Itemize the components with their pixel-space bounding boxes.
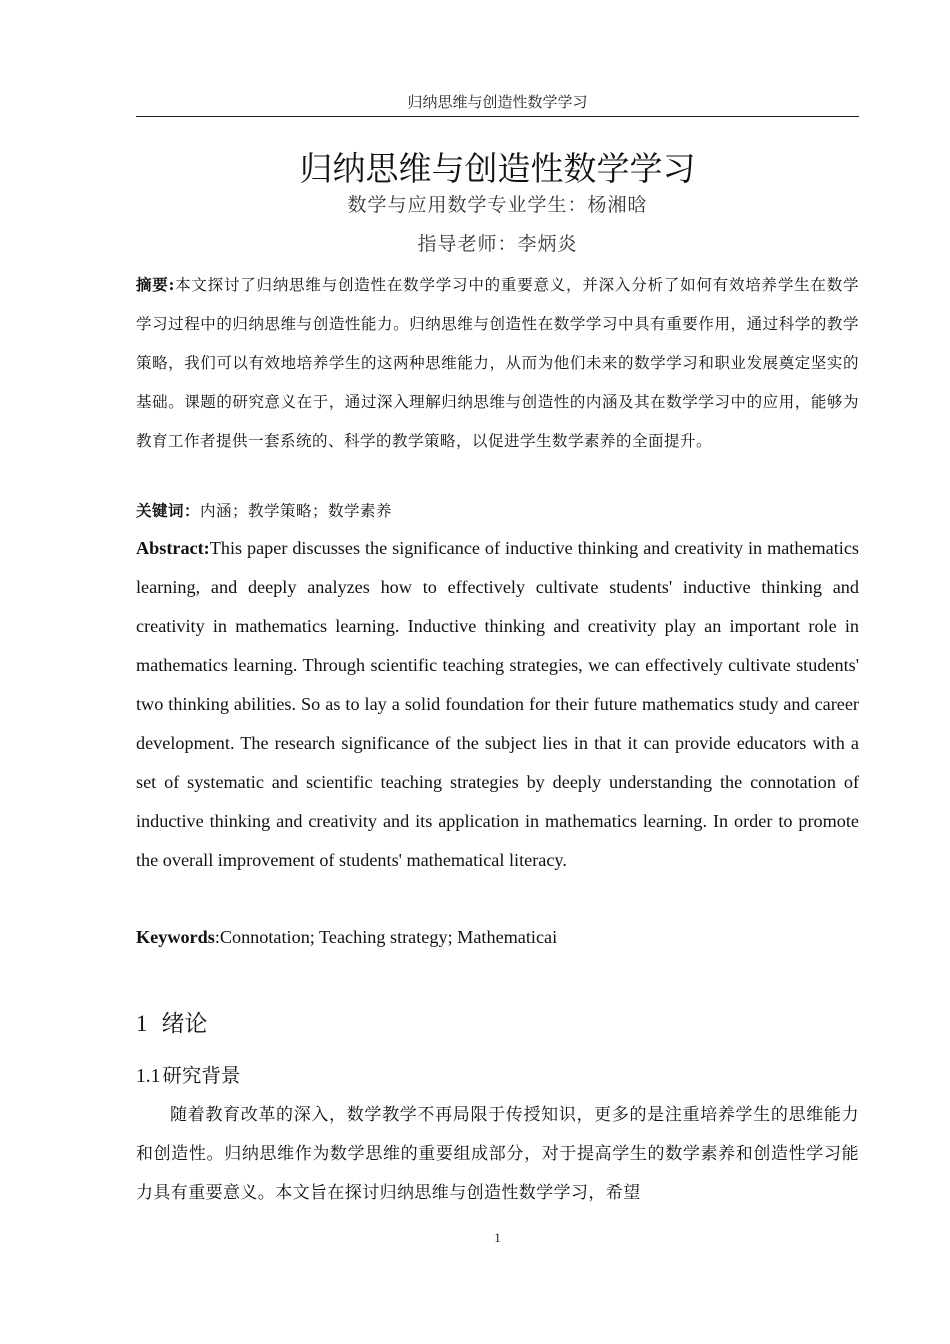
subsection-heading-1-1 [136,1060,240,1088]
chinese-abstract [136,265,859,461]
advisor-line: 指导老师：李炳炎 [417,233,578,255]
section-number: 1 [136,1011,148,1036]
chinese-abstract-text: 本文探讨了归纳思维与创造性在数学学习中的重要意义，并深入分析了如何有效培养学生在数学学习过程中的归纳思维与创造性能力。归纳思维与创造性在数学学习中具有重要作用，通过科学的教学策略，我们可以有效地培养学生的这两种思维能力，从而为他们未来的数学学习和职业发展奠定坚实的基础。课题的研究意义在于，通过深入理解归纳思维与创造性的内涵及其在数学学习中的应用，能够为教育工作者提供一套系统的、科学的教学策略，以促进学生数学素养的全面提升。 [136,276,859,450]
english-keywords [136,918,859,957]
chinese-abstract-label: 摘要: [136,275,175,294]
english-abstract [136,529,859,880]
subsection-number: 1.1 [136,1066,161,1087]
subsection-title: 研究背景 [162,1064,241,1087]
english-keywords-label: Keywords [136,927,215,947]
english-abstract-text: This paper discusses the significance of inductive thinking and creativity in mathematics learning, and deeply analyzes how to effectively cultivate students' inductive thinking and creativity in mathematics learning. Inductive thinking and creativity play an important role in mathematics learning. Through scientific teaching strategies, we can effectively cultivate students' two thinking abilities. So as to lay a solid foundation for their future mathematics study and career development. The research significance of the subject lies in that it can provide educators with a set of systematic and scientific teaching strategies by deeply understanding the connotation of inductive thinking and creativity and its application in mathematics learning. In order to promote the overall improvement of students' mathematical literacy. [136,538,859,870]
page-title: 归纳思维与创造性数学学习 [299,149,696,188]
english-keywords-text: :Connotation; Teaching strategy; Mathematicai [214,927,558,947]
section-title: 绪论 [161,1011,208,1037]
body-paragraph: 随着教育改革的深入，数学教学不再局限于传授知识，更多的是注重培养学生的思维能力和创造性。归纳思维作为数学思维的重要组成部分，对于提高学生的数学素养和创造性学习能力具有重要意义。本文旨在探讨归纳思维与创造性数学学习，希望 [136,1105,859,1203]
section-heading-1 [136,1005,208,1038]
english-abstract-label: Abstract: [136,538,210,558]
chinese-keywords-label: 关键词： [136,501,201,520]
page-number: 1 [494,1230,501,1245]
chinese-keywords-text: 内涵；教学策略；数学素养 [200,502,393,520]
running-header: 归纳思维与创造性数学学习 [136,91,859,117]
chinese-keywords [136,496,859,526]
author-line: 数学与应用数学专业学生：杨湘晗 [347,194,648,216]
